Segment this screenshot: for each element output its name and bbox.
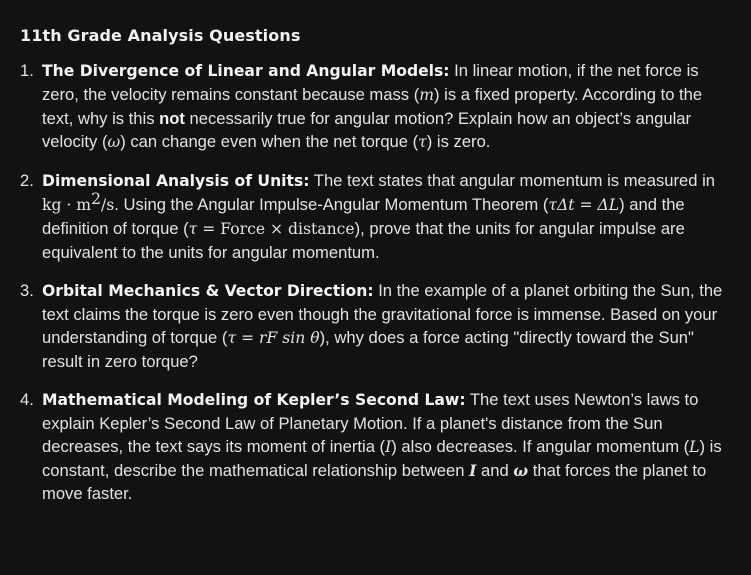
- math-torque-definition: = Force × distance: [197, 220, 355, 238]
- math-torque-symbol: τ: [188, 220, 198, 238]
- question-text: and: [476, 461, 514, 480]
- question-text: ) and the definition of torque (: [42, 195, 685, 238]
- question-text: The text uses Newton’s laws to explain Kepler’s Second Law of Planetary Motion. If a planet's distance from the Sun decreases, the text says its moment of inertia (: [42, 390, 699, 456]
- question-1: [20, 59, 729, 154]
- math-inertia: I: [385, 438, 392, 456]
- question-number: 1.: [20, 61, 34, 80]
- question-text: In the example of a planet orbiting the Sun, the text claims the torque is zero even though the gravitational force is immense. Based on your understanding of torque (: [42, 281, 723, 347]
- question-text: ), prove that the units for angular impulse are equivalent to the units for angular momentum.: [42, 219, 685, 262]
- question-number: 3.: [20, 281, 34, 300]
- question-text: necessarily true for angular motion? Explain how an object’s angular velocity (: [42, 109, 692, 151]
- question-number: 2.: [20, 171, 34, 190]
- question-title: Dimensional Analysis of Units:: [42, 172, 310, 190]
- question-title: Orbital Mechanics & Vector Direction:: [42, 282, 374, 300]
- question-title: The Divergence of Linear and Angular Models:: [42, 62, 450, 80]
- math-inertia-bold: I: [469, 461, 477, 480]
- question-text: The text states that angular momentum is measured in: [309, 171, 716, 190]
- math-omega: ω: [107, 133, 121, 151]
- section-heading: 11th Grade Analysis Questions: [20, 26, 301, 45]
- question-3: [20, 279, 729, 373]
- question-4: [20, 388, 729, 505]
- math-unit-suffix: /s: [101, 196, 115, 214]
- math-omega-bold: ω: [513, 461, 529, 480]
- math-unit-exponent: 2: [91, 190, 102, 208]
- emphasis-not: not: [159, 109, 185, 128]
- question-text: ), why does a force acting "directly toward the Sun" result in zero torque?: [42, 328, 694, 371]
- question-text: . Using the Angular Impulse-Angular Momentum Theorem (: [114, 195, 549, 214]
- question-text: In linear motion, if the net force is zero, the velocity remains constant because mass (: [42, 61, 699, 104]
- math-tau: τ: [418, 133, 427, 151]
- question-number: 4.: [20, 390, 34, 409]
- question-list: [20, 59, 729, 505]
- question-text: ) is zero.: [426, 132, 491, 151]
- question-text: ) is a fixed property. According to the text, why is this: [42, 85, 703, 128]
- math-momentum: L: [689, 438, 700, 456]
- question-text: ) can change even when the net torque (: [120, 132, 419, 151]
- math-theorem: τΔt = ΔL: [548, 196, 620, 214]
- question-text: that forces the planet to move faster.: [42, 461, 707, 503]
- math-unit-base: kg · m: [42, 196, 92, 214]
- question-title: Mathematical Modeling of Kepler’s Second Law:: [42, 391, 466, 409]
- question-text: ) is constant, describe the mathematical relationship between: [42, 437, 722, 480]
- question-2: [20, 169, 729, 264]
- math-torque-formula: τ = rF sin θ: [227, 329, 320, 347]
- question-text: ) also decreases. If angular momentum (: [391, 437, 690, 456]
- math-mass: m: [419, 86, 435, 104]
